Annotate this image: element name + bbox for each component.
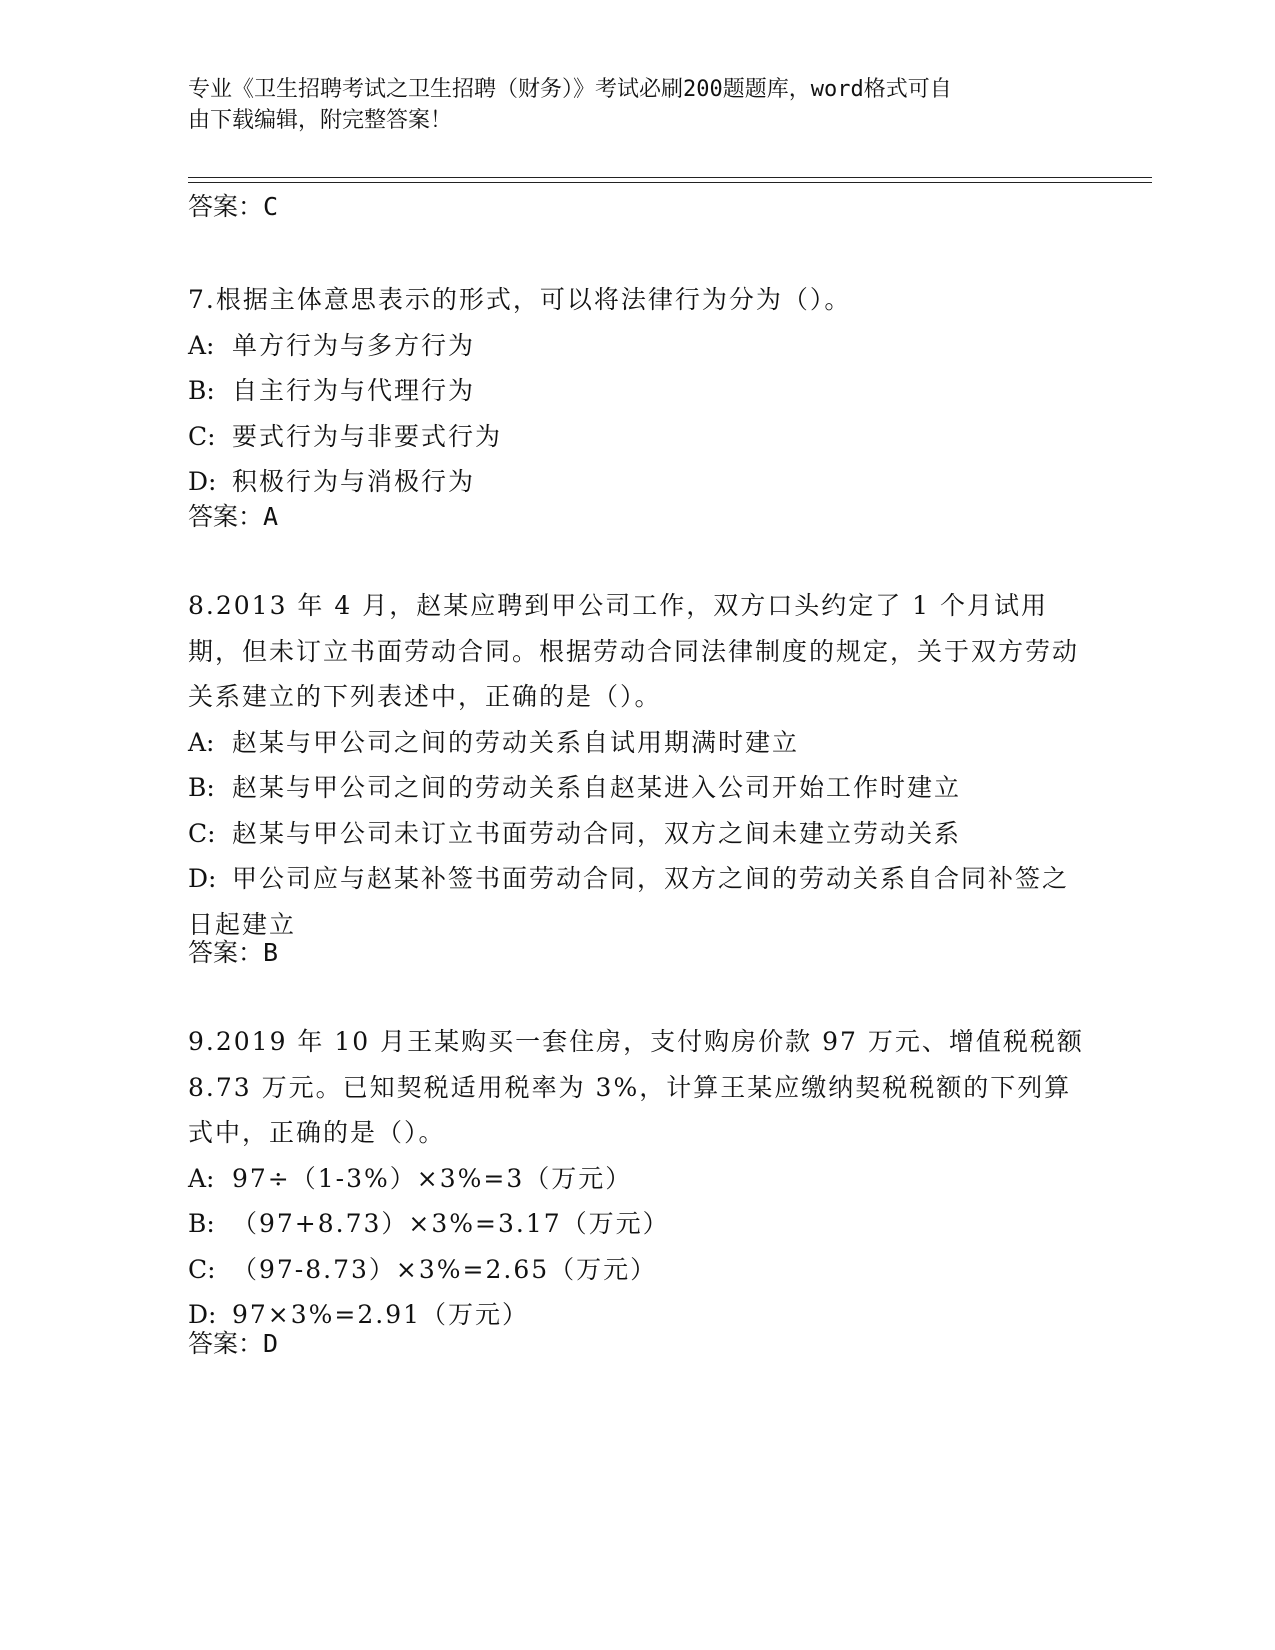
option-b xyxy=(188,765,1088,811)
answer: 答案：B xyxy=(188,938,279,967)
option-d xyxy=(188,459,1088,505)
option-c xyxy=(188,414,1088,460)
option-key: A: xyxy=(188,1163,215,1193)
option-b xyxy=(188,1201,1088,1247)
option-b xyxy=(188,368,1088,414)
option-text: 自主行为与代理行为 xyxy=(232,376,476,405)
option-c xyxy=(188,811,1088,857)
header-rule-bottom xyxy=(188,182,1152,183)
header-line-2: 由下载编辑，附完整答案！ xyxy=(188,108,453,133)
option-key: A: xyxy=(188,727,215,757)
option-text: 赵某与甲公司未订立书面劳动合同，双方之间未建立劳动关系 xyxy=(232,818,962,848)
option-text: 积极行为与消极行为 xyxy=(232,467,476,496)
question-text: 7.根据主体意思表示的形式，可以将法律行为分为（）。 xyxy=(188,285,852,314)
option-d xyxy=(188,856,1088,947)
option-key: D: xyxy=(188,1300,217,1329)
previous-answer: 答案：C xyxy=(188,192,279,221)
question-text: 9.2019 年 10 月王某购买一套住房，支付购房价款 97 万元、增值税税额 8.73 万元。已知契税适用税率为 3%，计算王某应缴纳契税税额的下列算式中，正确的是（）。 xyxy=(188,1027,1084,1147)
page-header xyxy=(188,74,1088,136)
question-8 xyxy=(188,583,1088,947)
question-7 xyxy=(188,277,1088,505)
option-key: D: xyxy=(188,467,217,496)
option-text: （97+8.73）×3%=3.17（万元） xyxy=(232,1209,670,1238)
option-text: 甲公司应与赵某补签书面劳动合同，双方之间的劳动关系自合同补签之日起建立 xyxy=(188,864,1070,939)
option-key: D: xyxy=(188,864,217,893)
option-text: 单方行为与多方行为 xyxy=(232,330,476,360)
option-key: C: xyxy=(188,421,216,451)
question-text: 8.2013 年 4 月，赵某应聘到甲公司工作，双方口头约定了 1 个月试用期，但未订立书面劳动合同。根据劳动合同法律制度的规定，关于双方劳动关系建立的下列表述中，正确的是（）。 xyxy=(188,591,1080,711)
option-text: 赵某与甲公司之间的劳动关系自试用期满时建立 xyxy=(232,727,800,757)
option-key: C: xyxy=(188,818,216,848)
option-key: B: xyxy=(188,773,215,802)
option-key: A: xyxy=(188,330,215,360)
answer-7-block xyxy=(188,500,1088,534)
answer-9-block xyxy=(188,1327,1088,1361)
option-c xyxy=(188,1247,1088,1293)
option-text: 赵某与甲公司之间的劳动关系自赵某进入公司开始工作时建立 xyxy=(232,773,962,802)
option-text: 97×3%=2.91（万元） xyxy=(232,1300,530,1329)
option-a xyxy=(188,323,1088,369)
previous-answer-block xyxy=(188,190,1088,224)
option-text: 要式行为与非要式行为 xyxy=(232,421,503,451)
option-a xyxy=(188,1156,1088,1202)
option-key: B: xyxy=(188,1209,215,1238)
option-text: 97÷（1-3%）×3%=3（万元） xyxy=(232,1163,633,1193)
option-key: C: xyxy=(188,1254,216,1284)
answer: 答案：A xyxy=(188,502,279,531)
answer-8-block xyxy=(188,936,1088,970)
question-9 xyxy=(188,1019,1088,1338)
answer: 答案：D xyxy=(188,1329,279,1358)
option-a xyxy=(188,720,1088,766)
header-rule-top xyxy=(188,177,1152,178)
header-line-1: 专业《卫生招聘考试之卫生招聘（财务）》考试必刷200题题库，word格式可自 xyxy=(188,77,952,102)
option-key: B: xyxy=(188,376,215,405)
option-text: （97-8.73）×3%=2.65（万元） xyxy=(232,1254,658,1284)
